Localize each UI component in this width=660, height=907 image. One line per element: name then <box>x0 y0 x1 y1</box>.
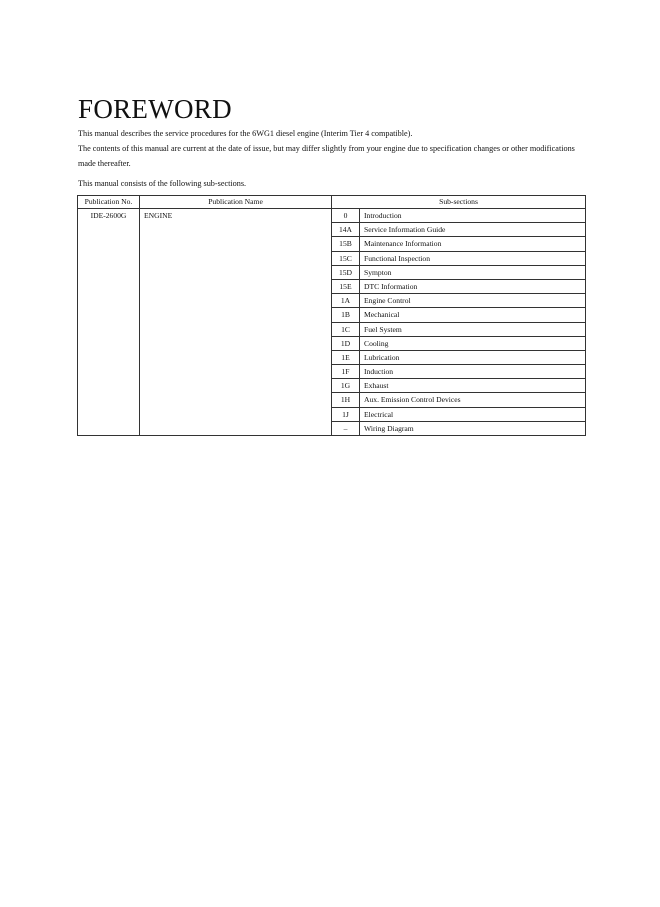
subsection-name: Sympton <box>360 265 586 279</box>
table-row <box>78 209 586 223</box>
subsection-name: Functional Inspection <box>360 251 586 265</box>
subsection-code: 0 <box>332 209 360 223</box>
subsection-code: 1D <box>332 336 360 350</box>
subsection-code: 15C <box>332 251 360 265</box>
subsection-code: 1A <box>332 294 360 308</box>
subsection-name: Introduction <box>360 209 586 223</box>
publication-no-cell: IDE-2600G <box>78 209 140 436</box>
subsection-code: 1H <box>332 393 360 407</box>
table-lead-text: This manual consists of the following sub-sections. <box>78 179 247 188</box>
header-sub-sections: Sub-sections <box>332 196 586 209</box>
subsection-code: 15D <box>332 265 360 279</box>
subsection-code: 14A <box>332 223 360 237</box>
subsection-code: 1J <box>332 407 360 421</box>
subsection-name: Wiring Diagram <box>360 421 586 435</box>
subsection-name: Induction <box>360 365 586 379</box>
intro-line-1: This manual describes the service procedures for the 6WG1 diesel engine (Interim Tier 4 compatible). <box>78 129 413 138</box>
subsection-name: Mechanical <box>360 308 586 322</box>
subsection-code: 1E <box>332 350 360 364</box>
subsection-name: Cooling <box>360 336 586 350</box>
subsection-name: Lubrication <box>360 350 586 364</box>
subsection-code: 1C <box>332 322 360 336</box>
subsection-name: DTC Information <box>360 279 586 293</box>
subsection-name: Electrical <box>360 407 586 421</box>
subsection-name: Fuel System <box>360 322 586 336</box>
table-header-row <box>78 196 586 209</box>
subsection-name: Service Information Guide <box>360 223 586 237</box>
intro-text <box>78 126 593 171</box>
subsection-name: Maintenance Information <box>360 237 586 251</box>
subsection-code: 1B <box>332 308 360 322</box>
subsection-code: 15E <box>332 279 360 293</box>
subsection-name: Exhaust <box>360 379 586 393</box>
subsection-name: Aux. Emission Control Devices <box>360 393 586 407</box>
table-body <box>78 209 586 436</box>
header-publication-no: Publication No. <box>78 196 140 209</box>
page-title: FOREWORD <box>78 94 232 124</box>
publication-name-cell: ENGINE <box>140 209 332 436</box>
subsection-code: – <box>332 421 360 435</box>
subsection-code: 1F <box>332 365 360 379</box>
intro-line-2: The contents of this manual are current at the date of issue, but may differ slightly from your engine due to specification changes or other modifications made thereafter. <box>78 144 575 168</box>
header-publication-name: Publication Name <box>140 196 332 209</box>
subsection-code: 1G <box>332 379 360 393</box>
subsections-table <box>77 195 586 436</box>
subsection-name: Engine Control <box>360 294 586 308</box>
subsection-code: 15B <box>332 237 360 251</box>
